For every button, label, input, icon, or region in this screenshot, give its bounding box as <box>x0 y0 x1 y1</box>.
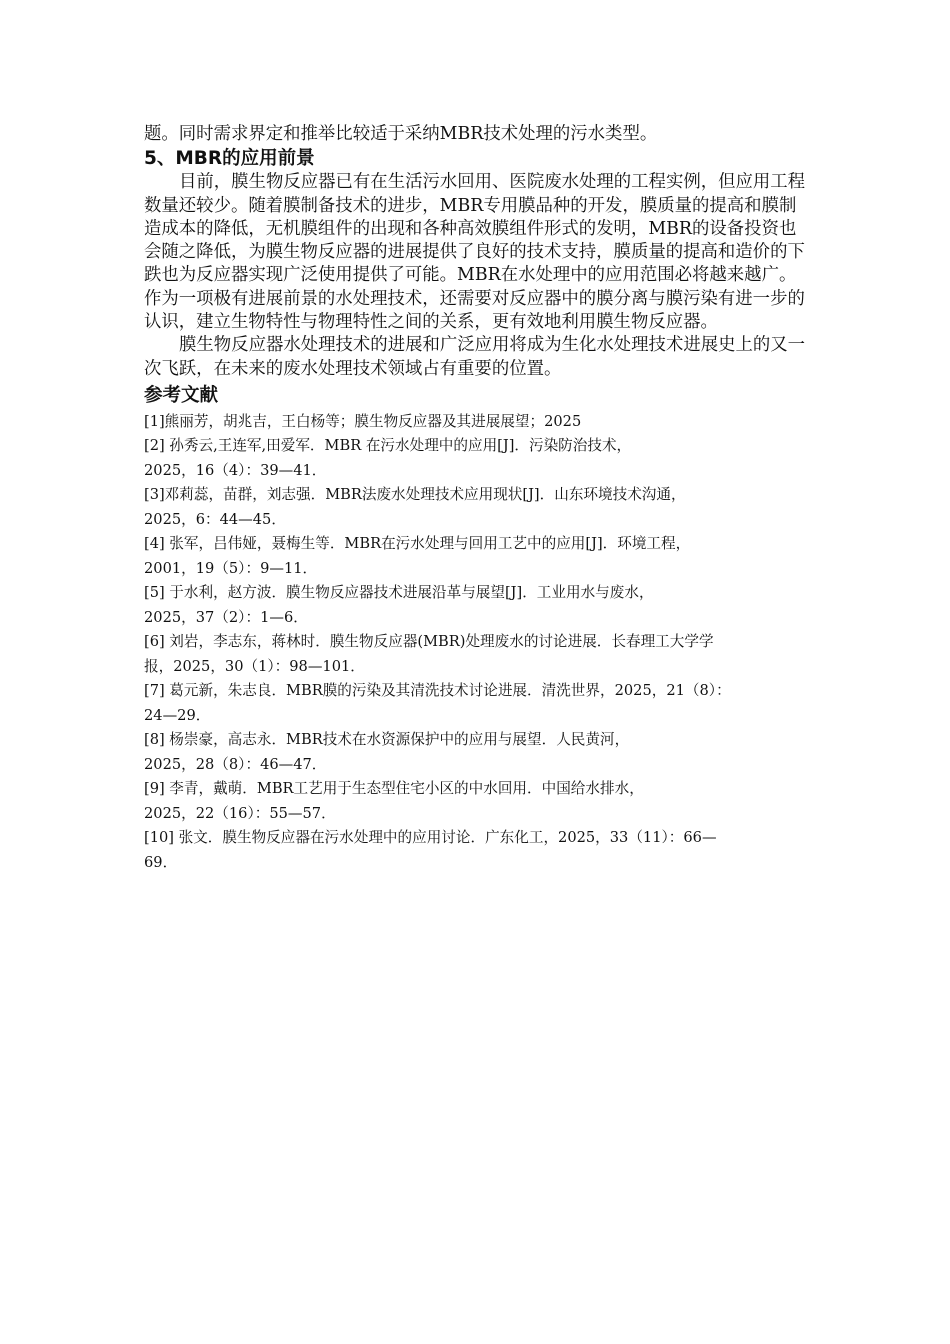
reference-entry <box>144 630 806 679</box>
reference-line: 2025，37（2）：1—6． <box>144 608 308 626</box>
body-paragraph: 目前，膜生物反应器已有在生活污水回用、医院废水处理的工程实例，但应用工程数量还较少。随着膜制备技术的进步，MBR专用膜品种的开发，膜质量的提高和膜制造成本的降低，无机膜组件的出现和各种高效膜组件形式的发明，MBR的设备投资也会随之降低，为膜生物反应器的进展提供了良好的技术支持，膜质量的提高和造价的下跌也为反应器实现广泛使用提供了可能。MBR在水处理中的应用范围必将越来越广。作为一项极有进展前景的水处理技术，还需要对反应器中的膜分离与膜污染有进一步的认识，建立生物特性与物理特性之间的关系，更有效地利用膜生物反应器。 <box>144 172 806 333</box>
reference-line: [8] 杨崇豪，高志永．MBR技术在水资源保护中的应用与展望．人民黄河， <box>144 731 630 749</box>
reference-line: [7] 葛元新，朱志良．MBR膜的污染及其清洗技术讨论进展．清洗世界，2025，21（8）： <box>144 682 731 700</box>
reference-entry <box>144 410 806 435</box>
references-heading: 参考文献 <box>144 384 219 406</box>
reference-line: 2025，22（16）：55—57． <box>144 804 336 822</box>
reference-entry <box>144 826 806 875</box>
reference-line: [2] 孙秀云,王连军,田爱军．MBR 在污水处理中的应用[J]．污染防治技术， <box>144 437 632 455</box>
reference-entry <box>144 728 806 777</box>
reference-line: 2025，28（8）：46—47． <box>144 755 327 773</box>
reference-entry <box>144 532 806 581</box>
reference-entry <box>144 581 806 630</box>
reference-line: [3]邓莉蕊，苗群，刘志强．MBR法废水处理技术应用现状[J]．山东环境技术沟通， <box>144 486 686 504</box>
reference-line: [9] 李青，戴萌．MBR工艺用于生态型住宅小区的中水回用．中国给水排水， <box>144 780 644 798</box>
continued-paragraph-line: 题。同时需求界定和推举比较适于采纳MBR技术处理的污水类型。 <box>144 124 658 144</box>
references-list <box>144 410 806 876</box>
section-heading: 5、MBR的应用前景 <box>144 148 315 170</box>
reference-line: [4] 张军，吕伟娅，聂梅生等．MBR在污水处理与回用工艺中的应用[J]．环境工程， <box>144 535 691 553</box>
reference-line: 2001，19（5）：9—11． <box>144 559 318 577</box>
reference-entry <box>144 679 806 728</box>
reference-line: 69． <box>144 853 178 871</box>
reference-line: 24—29． <box>144 706 211 724</box>
body-paragraph: 膜生物反应器水处理技术的进展和广泛应用将成为生化水处理技术进展史上的又一次飞跃，在未来的废水处理技术领域占有重要的位置。 <box>144 335 806 379</box>
reference-entry <box>144 483 806 532</box>
reference-entry <box>144 777 806 826</box>
page-content <box>144 123 806 875</box>
reference-line: 2025，16（4）：39—41． <box>144 461 327 479</box>
reference-line: [10] 张文．膜生物反应器在污水处理中的应用讨论．广东化工，2025，33（11）：66— <box>144 829 717 847</box>
reference-entry <box>144 434 806 483</box>
reference-line: [1]熊丽芳，胡兆吉，王白杨等；膜生物反应器及其进展展望；2025 <box>144 412 582 430</box>
reference-line: [6] 刘岩，李志东，蒋林时．膜生物反应器(MBR)处理废水的讨论进展．长春理工大学学 <box>144 633 714 651</box>
reference-line: 2025，6：44—45． <box>144 510 286 528</box>
reference-line: 报，2025，30（1）：98—101． <box>144 657 365 675</box>
reference-line: [5] 于水利，赵方波．膜生物反应器技术进展沿革与展望[J]．工业用水与废水， <box>144 584 654 602</box>
